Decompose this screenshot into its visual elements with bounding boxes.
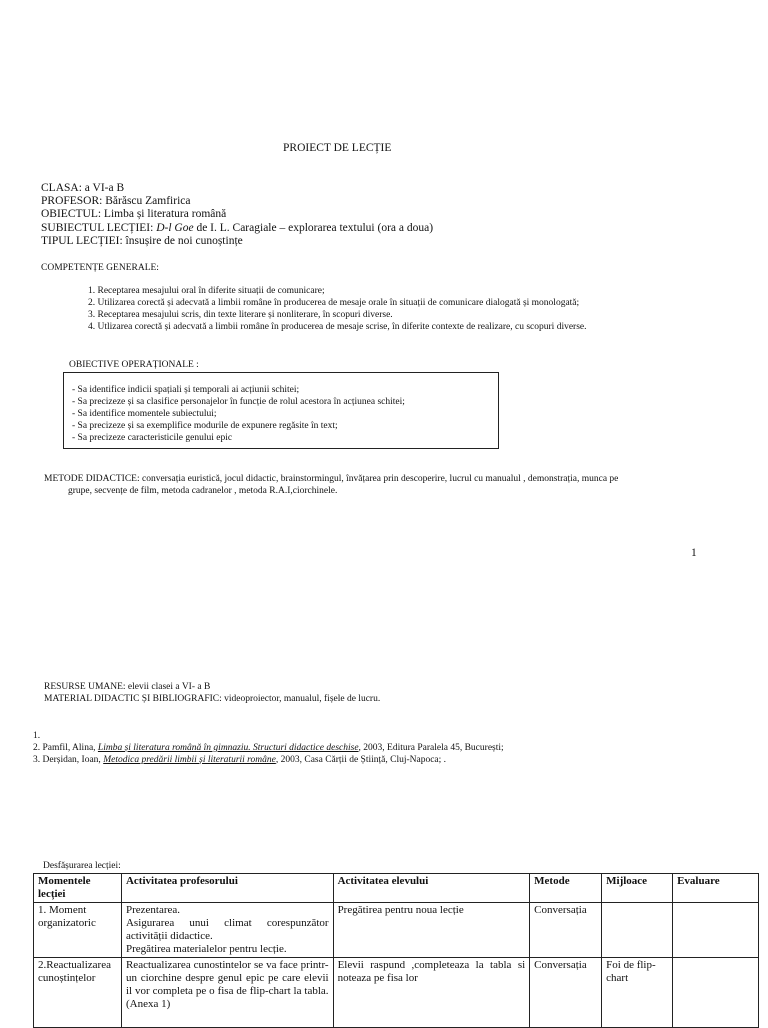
cell-profesor: Reactualizarea cunostintelor se va face printr-un ciorchine despre genul epic pe care elevii il vor completa pe o fisa de flip-chart la tabla.(Anexa 1) <box>121 958 333 1028</box>
cell-elev: Pregătirea pentru noua lecție <box>333 903 530 958</box>
header-activitatea-elevului: Activitatea elevului <box>333 874 530 903</box>
competente-item: 1. Receptarea mesajului oral în diferite situații de comunicare; <box>88 286 325 296</box>
cell-profesor: Prezentarea. Asigurarea unui climat corespunzător activității didactice. Pregătirea materialelor pentru lecție. <box>121 903 333 958</box>
obiective-item: - Sa precizeze și sa exemplifice modurile de expunere regăsite în text; <box>72 421 338 431</box>
bib2-rest: , 2003, Editura Paralela 45, București; <box>358 743 504 753</box>
document-title: PROIECT DE LECȚIE <box>283 142 392 154</box>
header-evaluare: Evaluare <box>673 874 759 903</box>
obiective-item: - Sa precizeze și sa clasifice personajelor în funcție de rolul acestora în acțiunea schitei; <box>72 397 405 407</box>
cell-evaluare <box>673 958 759 1028</box>
header-activitatea-profesorului: Activitatea profesorului <box>121 874 333 903</box>
bibliografie-item-1: 1. <box>33 731 41 741</box>
obiective-item: - Sa identifice momentele subiectului; <box>72 409 217 419</box>
bibliografie-item-3 <box>33 755 446 767</box>
obiective-item: - Sa identifice indicii spațiali și temporali ai acțiunii schitei; <box>72 385 300 395</box>
lesson-table <box>33 873 759 1028</box>
cell-elev: Elevii raspund ,completeaza la tabla si noteaza pe fisa lor <box>333 958 530 1028</box>
obiective-heading: OBIECTIVE OPERAȚIONALE : <box>69 360 199 370</box>
competente-item: 3. Receptarea mesajului scris, din texte literare și nonliterare, în scopuri diverse. <box>88 310 393 320</box>
cell-metode: Conversația <box>530 903 602 958</box>
bib3-author: 3. Derșidan, Ioan, <box>33 755 104 765</box>
material-didactic: MATERIAL DIDACTIC ȘI BIBLIOGRAFIC: videoproiector, manualul, fișele de lucru. <box>44 694 381 704</box>
header-momentele: Momentele lecției <box>34 874 122 903</box>
info-profesor: PROFESOR: Bărăscu Zamfirica <box>41 195 191 207</box>
bibliografie-item-2 <box>33 743 504 755</box>
info-subiectul <box>41 221 433 235</box>
info-clasa: CLASA: a VI-a B <box>41 182 125 194</box>
cell-mijloace: Foi de flip-chart <box>602 958 673 1028</box>
page-number: 1 <box>691 547 697 559</box>
bib3-rest: , 2003, Casa Cărții de Știință, Cluj-Napoca; . <box>275 755 447 765</box>
table-header-row <box>34 874 759 903</box>
bib2-title: Limba și literatura română în gimnaziu. Structuri didactice deschise <box>97 743 359 753</box>
cell-evaluare <box>673 903 759 958</box>
metode-line-2: grupe, secvențe de film, metoda cadranelor , metoda R.A.I,ciorchinele. <box>68 486 338 496</box>
table-row <box>34 903 759 958</box>
info-tipul: TIPUL LECȚIEI: însușire de noi cunoștințe <box>41 235 243 247</box>
competente-item: 2. Utilizarea corectă și adecvată a limbii române în producerea de mesaje orale în situații de comunicare dialogată și monologată; <box>88 298 580 308</box>
cell-momentul: 1. Moment organizatoric <box>34 903 122 958</box>
competente-item: 4. Utlizarea corectă și adecvată a limbii române în producerea de mesaje scrise, în diferite contexte de realizare, cu scopuri diverse. <box>88 322 587 332</box>
bib2-author: 2. Pamfil, Alina, <box>33 743 98 753</box>
info-obiectul: OBIECTUL: Limba și literatura română <box>41 208 227 220</box>
header-metode: Metode <box>530 874 602 903</box>
desfasurare-label: Desfășurarea lecției: <box>43 861 121 871</box>
header-mijloace: Mijloace <box>602 874 673 903</box>
competente-heading: COMPETENȚE GENERALE: <box>41 263 159 273</box>
obiective-box <box>63 372 499 449</box>
bib3-title: Metodica predării limbii și literaturii române <box>103 755 276 765</box>
subiectul-work: D-l Goe <box>156 222 194 234</box>
subiectul-rest: de I. L. Caragiale – explorarea textului (ora a doua) <box>193 222 434 234</box>
resurse-umane: RESURSE UMANE: elevii clasei a VI- a B <box>44 682 211 692</box>
subiectul-prefix: SUBIECTUL LECȚIEI: <box>41 222 157 234</box>
obiective-item: - Sa precizeze caracteristicile genului epic <box>72 433 233 443</box>
cell-momentul: 2.Reactualizarea cunoștințelor <box>34 958 122 1028</box>
table-row <box>34 958 759 1028</box>
cell-metode: Conversația <box>530 958 602 1028</box>
metode-line-1: METODE DIDACTICE: conversația euristică, jocul didactic, brainstormingul, învățarea prin descoperire, lucrul cu manualul , demonstrația, munca pe <box>44 474 619 484</box>
cell-mijloace <box>602 903 673 958</box>
